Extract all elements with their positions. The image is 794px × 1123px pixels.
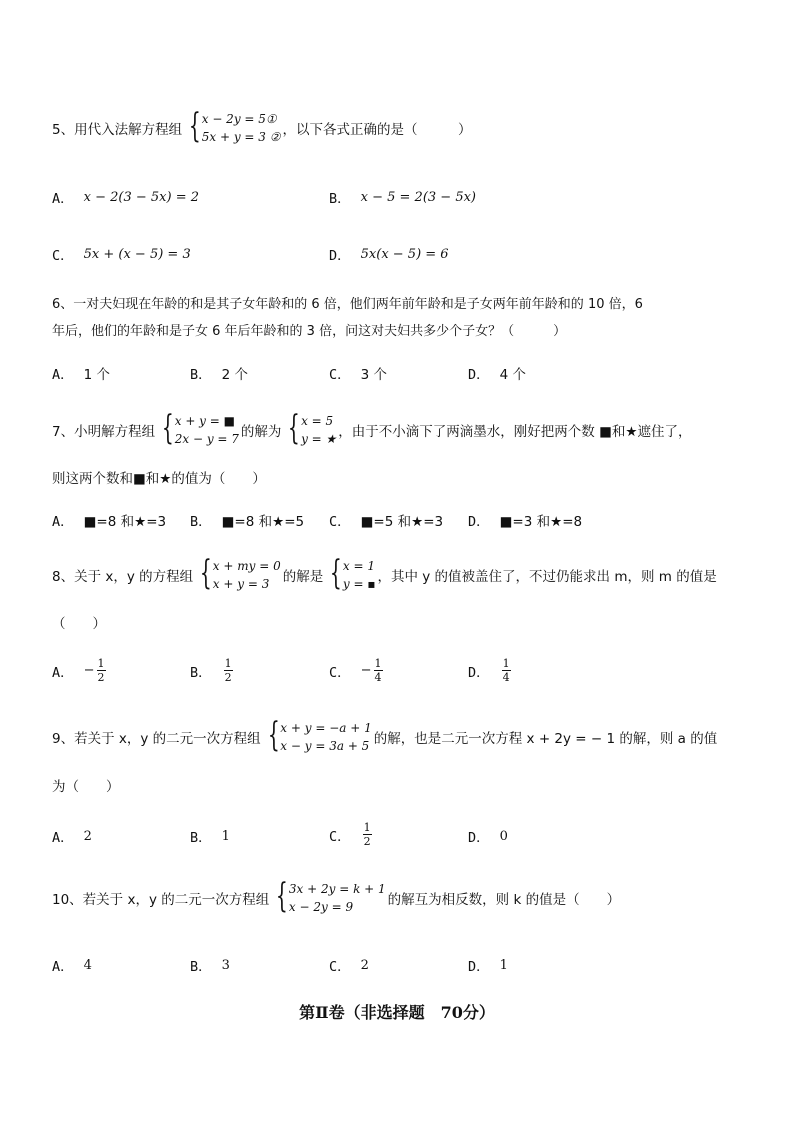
fraction	[374, 657, 383, 684]
numerator: 1	[224, 657, 232, 670]
denominator: 2	[224, 671, 232, 684]
question-6-line-1: 6、一对夫妇现在年龄的和是其子女年龄和的 6 倍，他们两年前年龄和是子女两年前年龄和的 10 倍，6	[52, 297, 643, 312]
option-letter: B．	[190, 367, 212, 383]
option-text: 0	[499, 828, 508, 844]
option-text: 2 个	[221, 367, 249, 383]
brace-symbol: {	[267, 715, 280, 755]
option-text: 3	[221, 957, 230, 973]
option-letter: A．	[52, 664, 74, 681]
q5-option-b[interactable]	[329, 187, 476, 207]
question-7-stem	[52, 408, 692, 448]
q8-option-d[interactable]	[468, 657, 513, 684]
equation-system	[184, 106, 281, 146]
q10-option-c[interactable]	[329, 955, 369, 975]
question-6-line-2: 年后，他们的年龄和是子女 6 年后年龄和的 3 倍，问这对夫妇共多少个子女？（ ）	[52, 324, 567, 339]
option-letter: D．	[468, 367, 490, 383]
q10-option-d[interactable]	[468, 955, 508, 975]
option-letter: A．	[52, 830, 74, 846]
brace-symbol: {	[200, 553, 212, 593]
equation-2: x − 2y = 9	[288, 900, 354, 914]
q9-option-b[interactable]	[190, 826, 230, 846]
q9-suffix: 的解，也是二元一次方程 x + 2y = − 1 的解，则 a 的值	[373, 731, 718, 747]
option-letter: A．	[52, 514, 74, 530]
q8-suffix: ，其中 y 的值被盖住了，不过仍能求出 m，则 m 的值是	[377, 569, 717, 585]
fraction	[224, 657, 233, 684]
option-text: 4 个	[499, 367, 527, 383]
q5-option-c[interactable]	[52, 244, 191, 264]
brace-symbol: {	[276, 876, 289, 916]
equation-system	[157, 408, 239, 448]
denominator: 2	[97, 671, 105, 684]
brace-symbol: {	[161, 408, 174, 448]
denominator: 4	[502, 671, 510, 684]
option-letter: C．	[329, 514, 351, 530]
option-letter: B．	[329, 191, 351, 207]
q7-option-c[interactable]	[329, 510, 443, 530]
numerator: 1	[374, 657, 382, 670]
q8-mid: 的解是	[282, 569, 324, 585]
option-text: 2	[360, 957, 369, 973]
option-letter: A．	[52, 959, 74, 975]
option-text: 1	[221, 828, 230, 844]
question-7-line-2: 则这两个数和■和★的值为（ ）	[52, 471, 266, 487]
option-text: 5x(x − 5) = 6	[360, 246, 449, 262]
equation-2: 2x − y = 7	[174, 432, 239, 446]
q8-prefix: 8、关于 x，y 的方程组	[52, 569, 194, 585]
question-8-line-2: （ ）	[52, 616, 106, 632]
q8-option-c[interactable]	[329, 657, 385, 684]
question-9-stem	[52, 715, 718, 755]
q9-option-d[interactable]	[468, 826, 508, 846]
equation-1: 3x + 2y = k + 1	[288, 882, 386, 896]
q7-mid: 的解为	[240, 424, 282, 440]
option-letter: B．	[190, 514, 212, 530]
numerator: 1	[97, 657, 105, 670]
brace-symbol: {	[288, 408, 301, 448]
solution-1: x = 1	[342, 559, 375, 573]
option-text: 4	[83, 957, 92, 973]
question-9-line-2: 为（ ）	[52, 779, 120, 795]
option-letter: A．	[52, 367, 74, 383]
q9-option-a[interactable]	[52, 826, 92, 846]
option-sign: −	[360, 663, 372, 678]
question-5-stem	[52, 106, 472, 146]
equation-1: x + my = 0	[212, 559, 281, 573]
q5-option-a[interactable]	[52, 187, 199, 207]
option-text: 1	[499, 957, 508, 973]
option-letter: D．	[468, 514, 490, 530]
option-text: ■=3 和★=8	[499, 514, 583, 530]
q7-prefix: 7、小明解方程组	[52, 424, 156, 440]
option-sign: −	[83, 663, 95, 678]
question-10-stem	[52, 876, 621, 916]
q5-prefix: 5、用代入法解方程组	[52, 122, 183, 138]
option-letter: B．	[190, 830, 212, 846]
option-text: ■=8 和★=5	[221, 514, 305, 530]
q7-option-a[interactable]	[52, 510, 166, 530]
fraction	[502, 657, 511, 684]
q7-option-d[interactable]	[468, 510, 582, 530]
option-letter: C．	[329, 367, 351, 383]
q5-suffix: ，以下各式正确的是（ ）	[282, 122, 472, 138]
option-text: x − 5 = 2(3 − 5x)	[360, 189, 477, 205]
option-letter: C．	[329, 959, 351, 975]
q7-suffix: ，由于不小滴下了两滴墨水，刚好把两个数 ■和★遮住了，	[338, 424, 692, 440]
equation-system	[263, 715, 372, 755]
q9-option-c[interactable]	[329, 821, 374, 848]
brace-symbol: {	[188, 106, 201, 146]
q6-option-d[interactable]	[468, 363, 526, 383]
option-letter: C．	[52, 248, 74, 264]
option-letter: D．	[468, 830, 490, 846]
solution-2: y = ★	[301, 432, 337, 446]
option-text: 1 个	[83, 367, 111, 383]
equation-1: x − 2y = 5①	[201, 112, 277, 126]
brace-symbol: {	[330, 553, 343, 593]
option-text: 5x + (x − 5) = 3	[83, 246, 191, 262]
denominator: 2	[363, 835, 371, 848]
option-letter: D．	[329, 248, 351, 264]
equation-1: x + y = −a + 1	[280, 721, 372, 735]
option-letter: D．	[468, 664, 490, 681]
equation-system	[271, 876, 386, 916]
q5-option-d[interactable]	[329, 244, 449, 264]
q10-option-b[interactable]	[190, 955, 230, 975]
option-text: x − 2(3 − 5x) = 2	[83, 189, 200, 205]
solution-system	[325, 553, 376, 593]
option-text: 3 个	[360, 367, 388, 383]
option-text: ■=5 和★=3	[360, 514, 444, 530]
q8-option-a[interactable]	[52, 657, 108, 684]
q10-prefix: 10、若关于 x，y 的二元一次方程组	[52, 892, 270, 908]
solution-1: x = 5	[301, 414, 334, 428]
option-letter: B．	[190, 664, 212, 681]
question-8-stem	[52, 553, 717, 593]
equation-1: x + y = ■	[174, 414, 235, 428]
numerator: 1	[363, 821, 371, 834]
option-letter: C．	[329, 828, 351, 845]
option-letter: B．	[190, 959, 212, 975]
option-letter: A．	[52, 191, 74, 207]
numerator: 1	[502, 657, 510, 670]
equation-2: x + y = 3	[212, 577, 270, 591]
q6-option-a[interactable]	[52, 363, 110, 383]
q9-prefix: 9、若关于 x，y 的二元一次方程组	[52, 731, 261, 747]
option-text: ■=8 和★=3	[83, 514, 167, 530]
solution-system	[283, 408, 337, 448]
option-letter: C．	[329, 664, 351, 681]
equation-2: x − y = 3a + 5	[280, 739, 370, 753]
denominator: 4	[374, 671, 382, 684]
equation-2: 5x + y = 3 ②	[201, 130, 281, 144]
q7-option-b[interactable]	[190, 510, 304, 530]
section-title: 第Ⅱ卷（非选择题 70分）	[299, 1003, 495, 1022]
q6-option-c[interactable]	[329, 363, 387, 383]
q10-suffix: 的解互为相反数，则 k 的值是（ ）	[387, 892, 621, 908]
q6-option-b[interactable]	[190, 363, 248, 383]
q8-option-b[interactable]	[190, 657, 235, 684]
equation-system	[195, 553, 281, 593]
option-text: 2	[83, 828, 92, 844]
fraction	[97, 657, 106, 684]
q10-option-a[interactable]	[52, 955, 92, 975]
option-letter: D．	[468, 959, 490, 975]
fraction	[363, 821, 372, 848]
solution-2: y = ▪	[342, 577, 376, 591]
